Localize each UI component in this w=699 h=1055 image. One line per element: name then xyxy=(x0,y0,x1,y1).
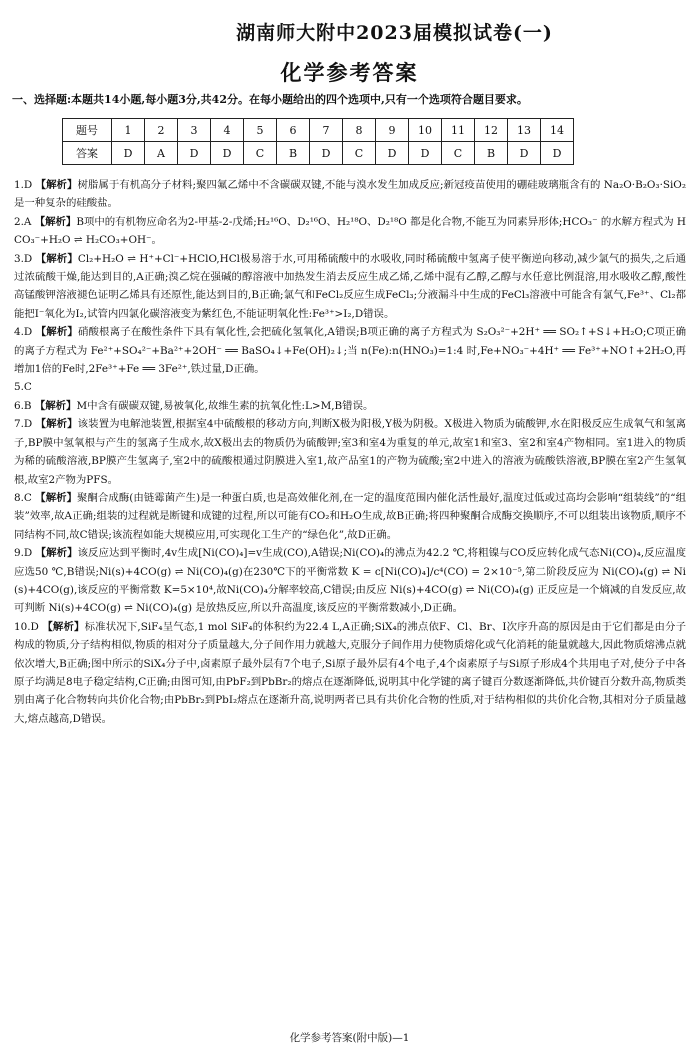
explanation-item xyxy=(14,250,686,324)
item-answer: 9.D xyxy=(14,547,33,560)
explanation-item xyxy=(14,378,686,396)
q-answer: D xyxy=(376,142,409,165)
item-answer: 3.D xyxy=(14,252,33,265)
q-answer: D xyxy=(112,142,145,165)
q-number: 7 xyxy=(310,119,343,142)
analysis-tag: 【解析】 xyxy=(35,252,78,265)
q-number: 9 xyxy=(376,119,409,142)
explanation-item xyxy=(14,176,686,213)
row-label-answer: 答案 xyxy=(63,142,112,165)
item-text: 该装置为电解池装置,根据室4中硫酸根的移动方向,判断X极为阳极,Y极为阴极。X极进入物质为硫酸钾,水在阳极反应生成氧气和氢离子,BP膜中氢氧根与产生的氢离子生成水,故X极出去的物质仍为硫酸钾;室3和室4为重复的单元,故室1和室3、室2和室4产物相同。室1进入的物质为稀的硫酸溶液,BP膜产生氢离子,室2中的硫酸根通过阴膜进入室1,故产品室1的产物为硫酸;室2中进入的溶液为硫酸铁溶液,BP膜在室2产生氢氧根,故室2产物为PFS。 xyxy=(14,418,686,486)
q-number: 6 xyxy=(277,119,310,142)
q-number: 4 xyxy=(211,119,244,142)
q-answer: D xyxy=(310,142,343,165)
item-text: 聚酮合成酶(由链霉菌产生)是一种蛋白质,也是高效催化剂,在一定的温度范围内催化活性最好,温度过低或过高均会影响“组装线”的“组装”效率,故A正确;组装的过程就是断键和成键的过程,所以可能有CO₂和H₂O生成,故B正确;将四种聚酮合成酶交换顺序,不可以组装出该物质,顺序不同结构不同,故C错误;该流程如能大规模应用,可实现化工生产的“绿色化”,故D正确。 xyxy=(14,491,687,541)
analysis-tag: 【解析】 xyxy=(35,179,78,191)
answer-table xyxy=(62,118,574,165)
answer-table-number-row xyxy=(63,119,574,142)
explanation-item xyxy=(14,397,686,415)
q-answer: D xyxy=(508,142,541,165)
doc-title: 化学参考答案 xyxy=(280,60,419,85)
q-number: 5 xyxy=(244,119,277,142)
item-text: 硝酸根离子在酸性条件下具有氧化性,会把硫化氢氧化,A错误;B项正确的离子方程式为 S₂O₃²⁻+2H⁺ ══ SO₂↑+S↓+H₂O;C项正确的离子方程式为 Fe²⁺+SO₄²⁻+Ba²⁺+2OH⁻ ══ BaSO₄↓+Fe(OH)₂↓;当 n(Fe):n(HNO₃)=1:4 时,Fe+NO₃⁻+4H⁺ ══ Fe³⁺+NO↑+2H₂O,再增加1倍的Fe时,2Fe³⁺+Fe ══ 3Fe²⁺,铁过量,D正确。 xyxy=(14,326,686,376)
item-text: Cl₂+H₂O ⇌ H⁺+Cl⁻+HClO,HCl极易溶于水,可用稀硫酸中的水吸收,同时稀硫酸中氢离子使平衡逆向移动,减少氯气的损失,之后通过浓硫酸干燥,能达到目的,A正确;溴乙烷在强碱的醇溶液中加热发生消去反应生成乙烯,乙烯中混有乙醇,乙醇与水任意比例混溶,用水吸收乙醇,酸性高锰酸钾溶液褪色证明乙烯具有还原性,能达到目的,B正确;氯气和FeCl₂反应生成FeCl₃;分液漏斗中生成的FeCl₃溶液中可能含有氯气,Fe³⁺、Cl₂都能把I⁻氧化为I₂,试管内四氯化碳溶液变为紫红色,不能证明氧化性:Fe³⁺>I₂,D错误。 xyxy=(14,252,687,320)
item-answer: 8.C xyxy=(14,491,32,504)
item-answer: 7.D xyxy=(14,418,33,431)
school-title: 湖南师大附中2023届模拟试卷(一) xyxy=(236,22,553,44)
item-answer: 4.D xyxy=(14,326,33,339)
q-number: 12 xyxy=(475,119,508,142)
analysis-tag: 【解析】 xyxy=(34,215,77,228)
explanation-item xyxy=(14,415,686,489)
explanation-item xyxy=(14,213,686,250)
analysis-tag: 【解析】 xyxy=(35,418,78,431)
section-heading: 一、选择题:本题共14小题,每小题3分,共42分。在每小题给出的四个选项中,只有一个选项符合题目要求。 xyxy=(12,93,528,106)
analysis-tag: 【解析】 xyxy=(42,620,85,633)
q-number: 13 xyxy=(508,119,541,142)
explanation-item xyxy=(14,323,686,378)
explanation-list xyxy=(14,176,686,728)
explanation-item xyxy=(14,489,686,544)
q-number: 3 xyxy=(178,119,211,142)
analysis-tag: 【解析】 xyxy=(35,491,78,504)
item-answer: 5.C xyxy=(14,381,32,394)
item-answer: 2.A xyxy=(14,215,32,228)
item-text: 标准状况下,SiF₄呈气态,1 mol SiF₄的体积约为22.4 L,A正确;SiX₄的沸点依F、Cl、Br、I次序升高的原因是由于它们都是由分子构成的物质,分子结构相似,物质的相对分子质量越大,分子间作用力就越大,克服分子间作用力使物质熔化或气化消耗的能量就越大,因此物质熔沸点就依次增大,B正确;图中所示的SiX₄分子中,卤素原子最外层有7个电子,Si原子最外层有4个电子,4个卤素原子与Si原子形成4个共用电子对,使分子中各原子均满足8电子稳定结构,C正确;由图可知,由PbF₂到PbBr₂的熔点在逐渐降低,说明其中化学键的离子键百分数逐渐降低,共价键百分数升高,物质类别由离子化合物转向共价化合物;由PbBr₂到PbI₂熔点在逐渐升高,说明两者已具有共价化合物的性质,对于结构相似的共价化合物,其相对分子质量越大,熔点越高,D错误。 xyxy=(14,620,687,725)
item-answer: 1.D xyxy=(14,179,33,191)
analysis-tag: 【解析】 xyxy=(35,547,78,560)
q-answer: D xyxy=(178,142,211,165)
explanation-item xyxy=(14,544,686,618)
q-number: 11 xyxy=(442,119,475,142)
q-number: 1 xyxy=(112,119,145,142)
item-text: 该反应达到平衡时,4v生成[Ni(CO)₄]=v生成(CO),A错误;Ni(CO)₄的沸点为42.2 ℃,将粗镍与CO反应转化成气态Ni(CO)₄,反应温度应选50 ℃,B错误;Ni(s)+4CO(g) ⇌ Ni(CO)₄(g)在230℃下的平衡常数 K = c[Ni(CO)₄]/c⁴(CO) = 2×10⁻⁵,第二阶段反应为 Ni(CO)₄(g) ⇌ Ni(s)+4CO(g),该反应的平衡常数 K=5×10⁴,故Ni(CO)₄分解率较高,C错误;由反应 Ni(s)+4CO(g) ⇌ Ni(CO)₄(g) 正反应是一个熵减的自发反应,故可判断 Ni(s)+4CO(g) ⇌ Ni(CO)₄(g) 是放热反应,所以升高温度,该反应的平衡常数减小,D正确。 xyxy=(14,547,686,615)
q-answer: D xyxy=(541,142,574,165)
q-answer: A xyxy=(145,142,178,165)
item-answer: 10.D xyxy=(14,620,39,633)
page-footer: 化学参考答案(附中版)—1 xyxy=(289,1032,410,1044)
q-number: 14 xyxy=(541,119,574,142)
row-label-number: 题号 xyxy=(63,119,112,142)
q-number: 2 xyxy=(145,119,178,142)
q-answer: B xyxy=(475,142,508,165)
q-answer: C xyxy=(343,142,376,165)
item-text: M中含有碳碳双键,易被氧化,故维生素的抗氧化性:L>M,B错误。 xyxy=(76,399,374,412)
q-answer: D xyxy=(409,142,442,165)
answer-table-answer-row xyxy=(63,142,574,165)
item-answer: 6.B xyxy=(14,399,32,412)
analysis-tag: 【解析】 xyxy=(34,399,77,412)
q-number: 8 xyxy=(343,119,376,142)
q-answer: B xyxy=(277,142,310,165)
item-text: B项中的有机物应命名为2-甲基-2-戊烯;H₂¹⁶O、D₂¹⁶O、H₂¹⁸O、D₂¹⁸O 都是化合物,不能互为同素异形体;HCO₃⁻ 的水解方程式为 HCO₃⁻+H₂O ⇌ H₂CO₃+OH⁻。 xyxy=(14,215,686,247)
analysis-tag: 【解析】 xyxy=(35,326,78,339)
explanation-item xyxy=(14,618,686,728)
item-text: 树脂属于有机高分子材料;聚四氟乙烯中不含碳碳双键,不能与溴水发生加成反应;新冠疫苗使用的硼硅玻璃瓶含有的 Na₂O·B₂O₃·SiO₂ 是一种复杂的硅酸盐。 xyxy=(14,179,686,210)
q-number: 10 xyxy=(409,119,442,142)
q-answer: C xyxy=(244,142,277,165)
q-answer: C xyxy=(442,142,475,165)
q-answer: D xyxy=(211,142,244,165)
